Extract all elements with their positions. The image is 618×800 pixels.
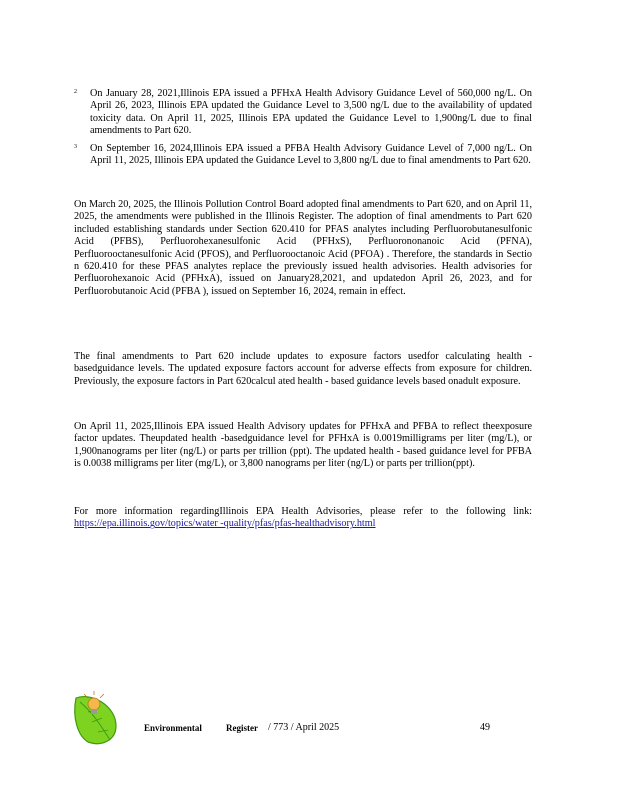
paragraph-exposure-factors: The final amendments to Part 620 include updates to exposure factors usedfor calculating health - basedguidance levels. The updated exposure factors account for adverse effects from exposure for children. Previously, the exposure factors in Part 620calcul ated health - based guidance levels based onadult exposure. (74, 351, 532, 387)
footer-publication-name: Environmental (144, 723, 202, 733)
footnote-3 (74, 143, 532, 168)
footnote-number: 3 (74, 144, 77, 150)
footer-register: Register (226, 723, 258, 733)
footer-page-number: 49 (480, 722, 490, 733)
more-information-text: For more information regardingIllinois EPA Health Advisories, please refer to the following link: (74, 506, 532, 517)
paragraph-health-advisory-updates: On April 11, 2025,Illinois EPA issued Health Advisory updates for PFHxA and PFBA to reflect theexposure factor updates. Theupdated health -basedguidance level for PFHxA is 0.0019milligrams per liter (mg/L), or 1,900nanograms per liter (ng/L) or parts per trillion (ppt). The updated health - based guidance level for PFBA is 0.0038 milligrams per liter (mg/L), or 3,800 nanograms per liter (ng/L) or parts per trillion(ppt). (74, 421, 532, 470)
footer-issue: / 773 / April 2025 (268, 722, 340, 733)
environmental-register-logo-icon (70, 690, 122, 748)
paragraph-part-620-amendments: On March 20, 2025, the Illinois Pollution Control Board adopted final amendments to Part 620, and on April 11, 2025, the amendments were published in the Illinois Register. The adoption of final amendments to Part 620 included establishing standards under Section 620.410 for PFAS analytes including Perfluorobutanesulfonic Acid (PFBS), Perfluorohexanesulfonic Acid (PFHxS), Perfluorononanoic Acid (PFNA), Perfluorooctanesulfonic Acid (PFOS), and Perfluorooctanoic Acid (PFOA) . Therefore, the standards in Sectio n 620.410 for these PFAS analytes replace the previously issued health advisories. Health advisories for Perfluorohexanoic Acid (PFHxA), issued on January28,2021, and updatedon April 26, 2023, and for Perfluorobutanoic Acid (PFBA ), issued on September 16, 2024, remain in effect. (74, 199, 533, 297)
paragraph-more-information (74, 506, 532, 531)
health-advisory-link[interactable]: https://epa.illinois.gov/topics/water -quality/pfas/pfas-healthadvisory.html (74, 518, 376, 530)
footnote-text: On January 28, 2021,Illinois EPA issued a PFHxA Health Advisory Guidance Level of 560,000 ng/L. On April 26, 2023, Illinois EPA updated the Guidance Level to 3,500 ng/L due to the availability of updated toxicity data. On April 11, 2025, Illinois EPA updated the Guidance Level to 1,900ng/L due to final amendments to Part 620. (90, 88, 532, 137)
footnote-2 (74, 88, 532, 138)
footnote-text: On September 16, 2024,Illinois EPA issued a PFBA Health Advisory Guidance Level of 7,000 ng/L. On April 11, 2025, Illinois EPA updated the Guidance Level to 3,800 ng/L due to final amendments to Part 620. (90, 143, 532, 167)
footnote-number: 2 (74, 89, 77, 95)
